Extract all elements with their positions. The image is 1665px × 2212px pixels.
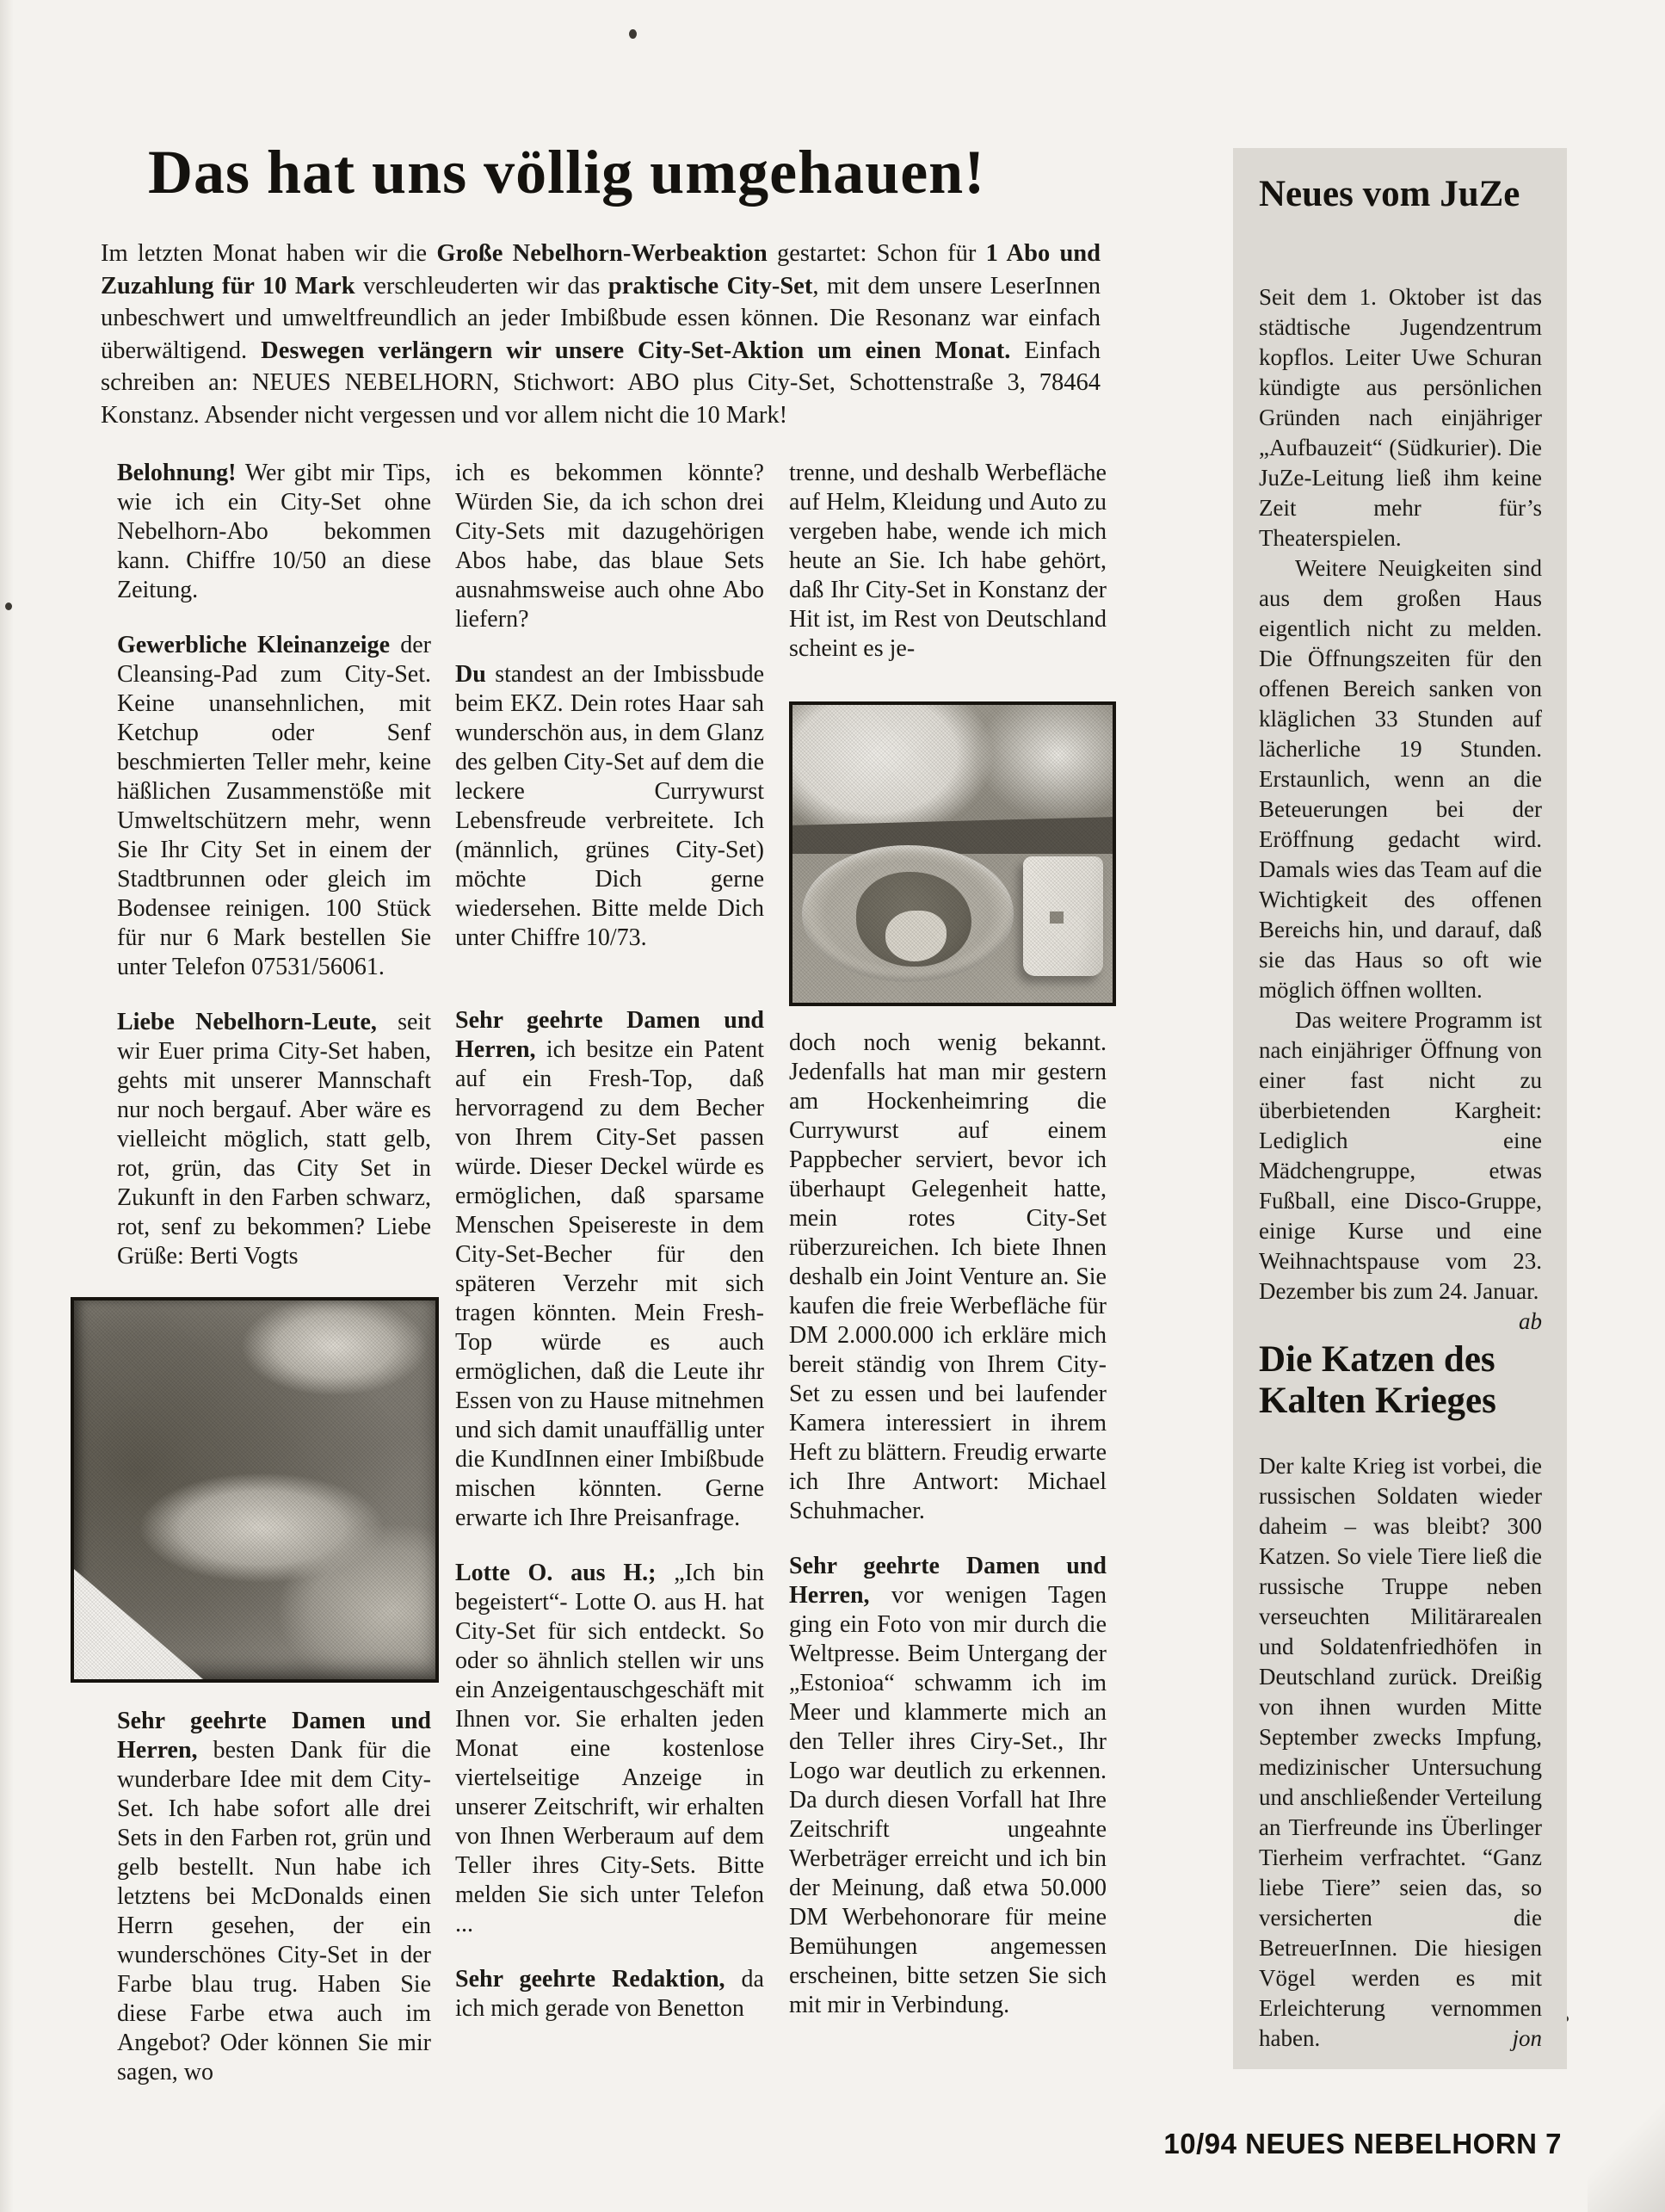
intro-lead: Große Nebelhorn-Werbeaktion xyxy=(436,240,768,267)
letter-text: standest an der Imbissbude beim EKZ. Dein rotes Haar sah wunderschön aus, in dem Glanz des gelben City-Set auf dem die leckere Currywurst Lebensfreude verbreitete. Ich (männlich, grünes City-Set) möchte Dich gerne wiedersehen. Bitte melde Dich unter Chiffre 10/73. xyxy=(455,661,764,951)
letter-lead: Liebe Nebelhorn-Leute, xyxy=(117,1009,377,1035)
sidebar-text: Seit dem 1. Oktober ist das städtische Jugendzentrum kopflos. Leiter Uwe Schuran kündigte aus persönlichen Gründen nach einjähriger „Aufbauzeit“ (Südkurier). Die JuZe-Leitung ließ ihm keine Zeit mehr für’s Theaterspielen. xyxy=(1259,284,1542,551)
photo-figure-shape xyxy=(792,705,1113,830)
sidebar-heading-katzen: Die Katzen des Kalten Krieges xyxy=(1259,1339,1496,1421)
sidebar-box xyxy=(1233,148,1567,2069)
article-column-2 xyxy=(455,459,764,2049)
intro-text: Einfach schreiben an: NEUES NEBELHORN, Stichwort: ABO plus City-Set, Schottenstraße 3, 78464 Konstanz. Absender nicht vergessen und vor allem nicht die 10 Mark! xyxy=(101,337,1101,429)
letter-paragraph xyxy=(117,631,431,982)
photo-table-plate-and-cup xyxy=(789,701,1116,1006)
letter-lead: Gewerbliche Kleinanzeige xyxy=(117,632,391,658)
letter-text: besten Dank für die wunderbare Idee mit dem City-Set. Ich habe sofort alle drei Sets in den Farben rot, grün und gelb bestellt. Nun habe ich letztens bei McDonalds einen Herrn gesehen, der ein wunderschönes City-Set in der Farbe blau trug. Haben Sie diese Farbe etwa auch im Angebot? Oder können Sie mir sagen, wo xyxy=(117,1737,431,2085)
photo-cup-shape xyxy=(1023,856,1103,975)
letter-lead: Sehr geehrte Damen und Herren, xyxy=(117,1708,431,1764)
sidebar-paragraph xyxy=(1259,1005,1542,1334)
letter-paragraph xyxy=(117,459,431,605)
scan-artifact-dot xyxy=(629,29,637,39)
letter-paragraph xyxy=(455,459,764,634)
intro-text: verschleuderten wir das xyxy=(355,272,608,300)
letter-text: da ich mich gerade von Benetton xyxy=(455,1966,764,2022)
sidebar-paragraph xyxy=(1259,553,1542,1005)
letter-text: Wer gibt mir Tips, wie ich ein City-Set ohne Nebelhorn-Abo bekommen kann. Chiffre 10/50 an diese Zeitung. xyxy=(117,460,431,603)
article-column-1 xyxy=(117,459,431,2113)
sidebar-paragraph xyxy=(1259,282,1542,553)
intro-text: , mit dem unsere LeserInnen unbeschwert und umweltfreundlich an jeder Imbißbude essen können. Die Resonanz war einfach überwältigend. xyxy=(101,272,1101,364)
letter-text: vor wenigen Tagen ging ein Foto von mir durch die Weltpresse. Beim Untergang der „Estonioa“ schwamm ich im Meer und klammerte mich an den Teller ihres Ciry-Set., Ihr Logo war deutlich zu erkennen. Da durch diesen Vorfall hat Ihre Zeitschrift ungeahnte Werbeträger erreicht und ich bin der Meinung, daß etwa 50.000 DM Werbehonorare für meine Bemühungen angemessen erscheinen, bitte setzen Sie sich mit mir in Verbindung. xyxy=(789,1582,1107,2018)
letter-text: ich besitze ein Patent auf ein Fresh-Top, daß hervorragend zu dem Becher von Ihrem City-Set passen würde. Dieser Deckel würde es ermöglichen, daß sparsame Menschen Speisereste in dem City-Set-Becher für den späteren Verzehr mit sich tragen könnten. Mein Fresh-Top würde es auch ermöglichen, daß die Leute ihr Essen von zu Hause mitnehmen und sich damit unauffällig unter die KundInnen einer Imbißbude mischen könnten. Gerne erwarte ich Ihre Preisanfrage. xyxy=(455,1036,764,1531)
letter-paragraph xyxy=(789,1552,1107,2020)
letter-paragraph xyxy=(455,1559,764,1939)
letter-text: „Ich bin begeistert“- Lotte O. aus H. hat City-Set für sich entdeckt. So oder so ähnlich stellen wir uns ein Anzeigentauschgeschäft mit Ihnen vor. Sie erhalten jeden Monat eine kostenlose viertelseitige Anzeige in unserer Zeitschrift, wir erhalten von Ihnen Werberaum auf dem Teller ihres City-Sets. Bitte melden Sie sich unter Telefon ... xyxy=(455,1560,764,1937)
letter-text: ich es bekommen könnte? Würden Sie, da ich schon drei City-Sets mit dazugehörigen Abos habe, das blaue Sets ausnahmsweise auch ohne Abo liefern? xyxy=(455,460,764,633)
letter-paragraph xyxy=(789,1029,1107,1526)
sidebar-paragraph xyxy=(1259,1451,1542,2054)
sidebar-text: Das weitere Programm ist nach einjähriger Öffnung von einer fast nicht zu überbietenden Kargheit: Lediglich eine Mädchengruppe, etwas Fußball, eine Disco-Gruppe, einige Kurse und eine Weihnachtspause vom 23. Dezember bis zum 24. Januar. xyxy=(1259,1007,1542,1304)
sidebar-article-juze xyxy=(1259,282,1542,1334)
letter-lead: Sehr geehrte Redaktion, xyxy=(455,1966,725,1993)
page-title: Das hat uns völlig umgehauen! xyxy=(148,138,986,207)
scan-corner-shade xyxy=(1588,2100,1665,2212)
letter-text: seit wir Euer prima City-Set haben, gehts mit unserer Mannschaft nur noch bergauf. Aber wäre es vielleicht möglich, statt gelb, rot, grün, das City Set in Zukunft in den Farben schwarz, rot, senf zu bekommen? Liebe Grüße: Berti Vogts xyxy=(117,1009,431,1270)
letter-paragraph xyxy=(455,1006,764,1533)
intro-text: Im letzten Monat haben wir die xyxy=(101,240,437,267)
sidebar-article-katzen xyxy=(1259,1451,1542,2054)
page-footer: 10/94 NEUES NEBELHORN 7 xyxy=(1163,2128,1562,2159)
letter-lead: Belohnung! xyxy=(117,460,237,486)
intro-paragraph xyxy=(101,238,1101,431)
letter-paragraph xyxy=(455,660,764,953)
sidebar-text: Der kalte Krieg ist vorbei, die russischen Soldaten wieder daheim – was bleibt? 300 Katzen. So viele Tiere ließ die russische Truppe neben verseuchten Militärarealen und Soldatenfriedhöfen in Deutschland zurück. Dreißig von ihnen wurden Mitte September zwecks Impfung, medizinischer Untersuchung und anschließender Verteilung an Tierfreunde ins Überlinger Tierheim verfrachtet. “Ganz liebe Tiere” seien das, so versicherten die BetreuerInnen. Die hiesigen Vögel werden es mit Erleichterung vernommen haben. xyxy=(1259,1453,1542,2051)
letter-text: trenne, und deshalb Werbefläche auf Helm, Kleidung und Auto zu vergeben habe, wende ich mich heute an Sie. Ich habe gehört, daß Ihr City-Set in Konstanz der Hit ist, im Rest von Deutschland scheint es je- xyxy=(789,460,1107,662)
author-byline: ab xyxy=(1519,1308,1542,1334)
author-byline: jon xyxy=(1512,2025,1542,2051)
letter-lead: Du xyxy=(455,661,486,688)
intro-text: gestartet: Schon für xyxy=(767,240,986,267)
photo-food-highlight-shape xyxy=(885,911,947,961)
sidebar-heading-juze: Neues vom JuZe xyxy=(1259,174,1520,214)
letter-paragraph xyxy=(455,1965,764,2024)
letter-paragraph xyxy=(117,1707,431,2087)
letter-text: doch noch wenig bekannt. Jedenfalls hat man mir gestern am Hockenheimring die Currywurst auf einem Pappbecher serviert, bevor ich überhaupt Gelegenheit hatte, mein rotes City-Set rüberzureichen. Ich biete Ihnen deshalb ein Joint Venture an. Sie kaufen die freie Werbefläche für DM 2.000.000 ich erkläre mich bereit ständig von Ihrem City-Set zu essen und bei laufender Kamera interessiert in ihrem Heft zu blättern. Freudig erwarte ich Ihre Antwort: Michael Schuhmacher. xyxy=(789,1029,1107,1524)
intro-lead: 1 Abo und Zuzahlung für 10 Mark xyxy=(101,240,1101,300)
letter-paragraph xyxy=(117,1008,431,1271)
sidebar-text: Weitere Neuigkeiten sind aus dem großen Haus eigentlich nicht zu melden. Die Öffnungszeiten für den offenen Bereich sanken von kläglichen 33 Stunden auf lächerliche 19 Stunden. Erstaunlich, wenn an die Beteuerungen bei der Eröffnung gedacht wird. Damals wies das Team auf die Wichtigkeit des offenen Bereichs hin, und darauf, daß sie das Haus so oft wie möglich öffnen wollten. xyxy=(1259,555,1542,1003)
intro-lead: praktische City-Set xyxy=(607,272,813,300)
intro-lead: Deswegen verlängern wir unsere City-Set-Aktion um einen Monat. xyxy=(261,337,1011,364)
photo-hands-with-city-set xyxy=(71,1297,439,1683)
scan-artifact-dot xyxy=(5,602,12,610)
letter-lead: Sehr geehrte Damen und Herren, xyxy=(789,1553,1107,1609)
article-column-3 xyxy=(789,459,1107,2046)
photo-corner-cut xyxy=(74,1569,203,1679)
letter-lead: Sehr geehrte Damen und Herren, xyxy=(455,1007,764,1063)
letter-lead: Lotte O. aus H.; xyxy=(455,1560,657,1586)
letter-text: der Cleansing-Pad zum City-Set. Keine unansehnlichen, mit Ketchup oder Senf beschmierten Teller mehr, keine häßlichen Zusammenstöße mit Umweltschützern mehr, wenn Sie Ihr City Set in einem der Stadtbrunnen oder gleich im Bodensee reinigen. 100 Stück für nur 6 Mark bestellen Sie unter Telefon 07531/56061. xyxy=(117,632,431,980)
letter-paragraph xyxy=(789,459,1107,664)
